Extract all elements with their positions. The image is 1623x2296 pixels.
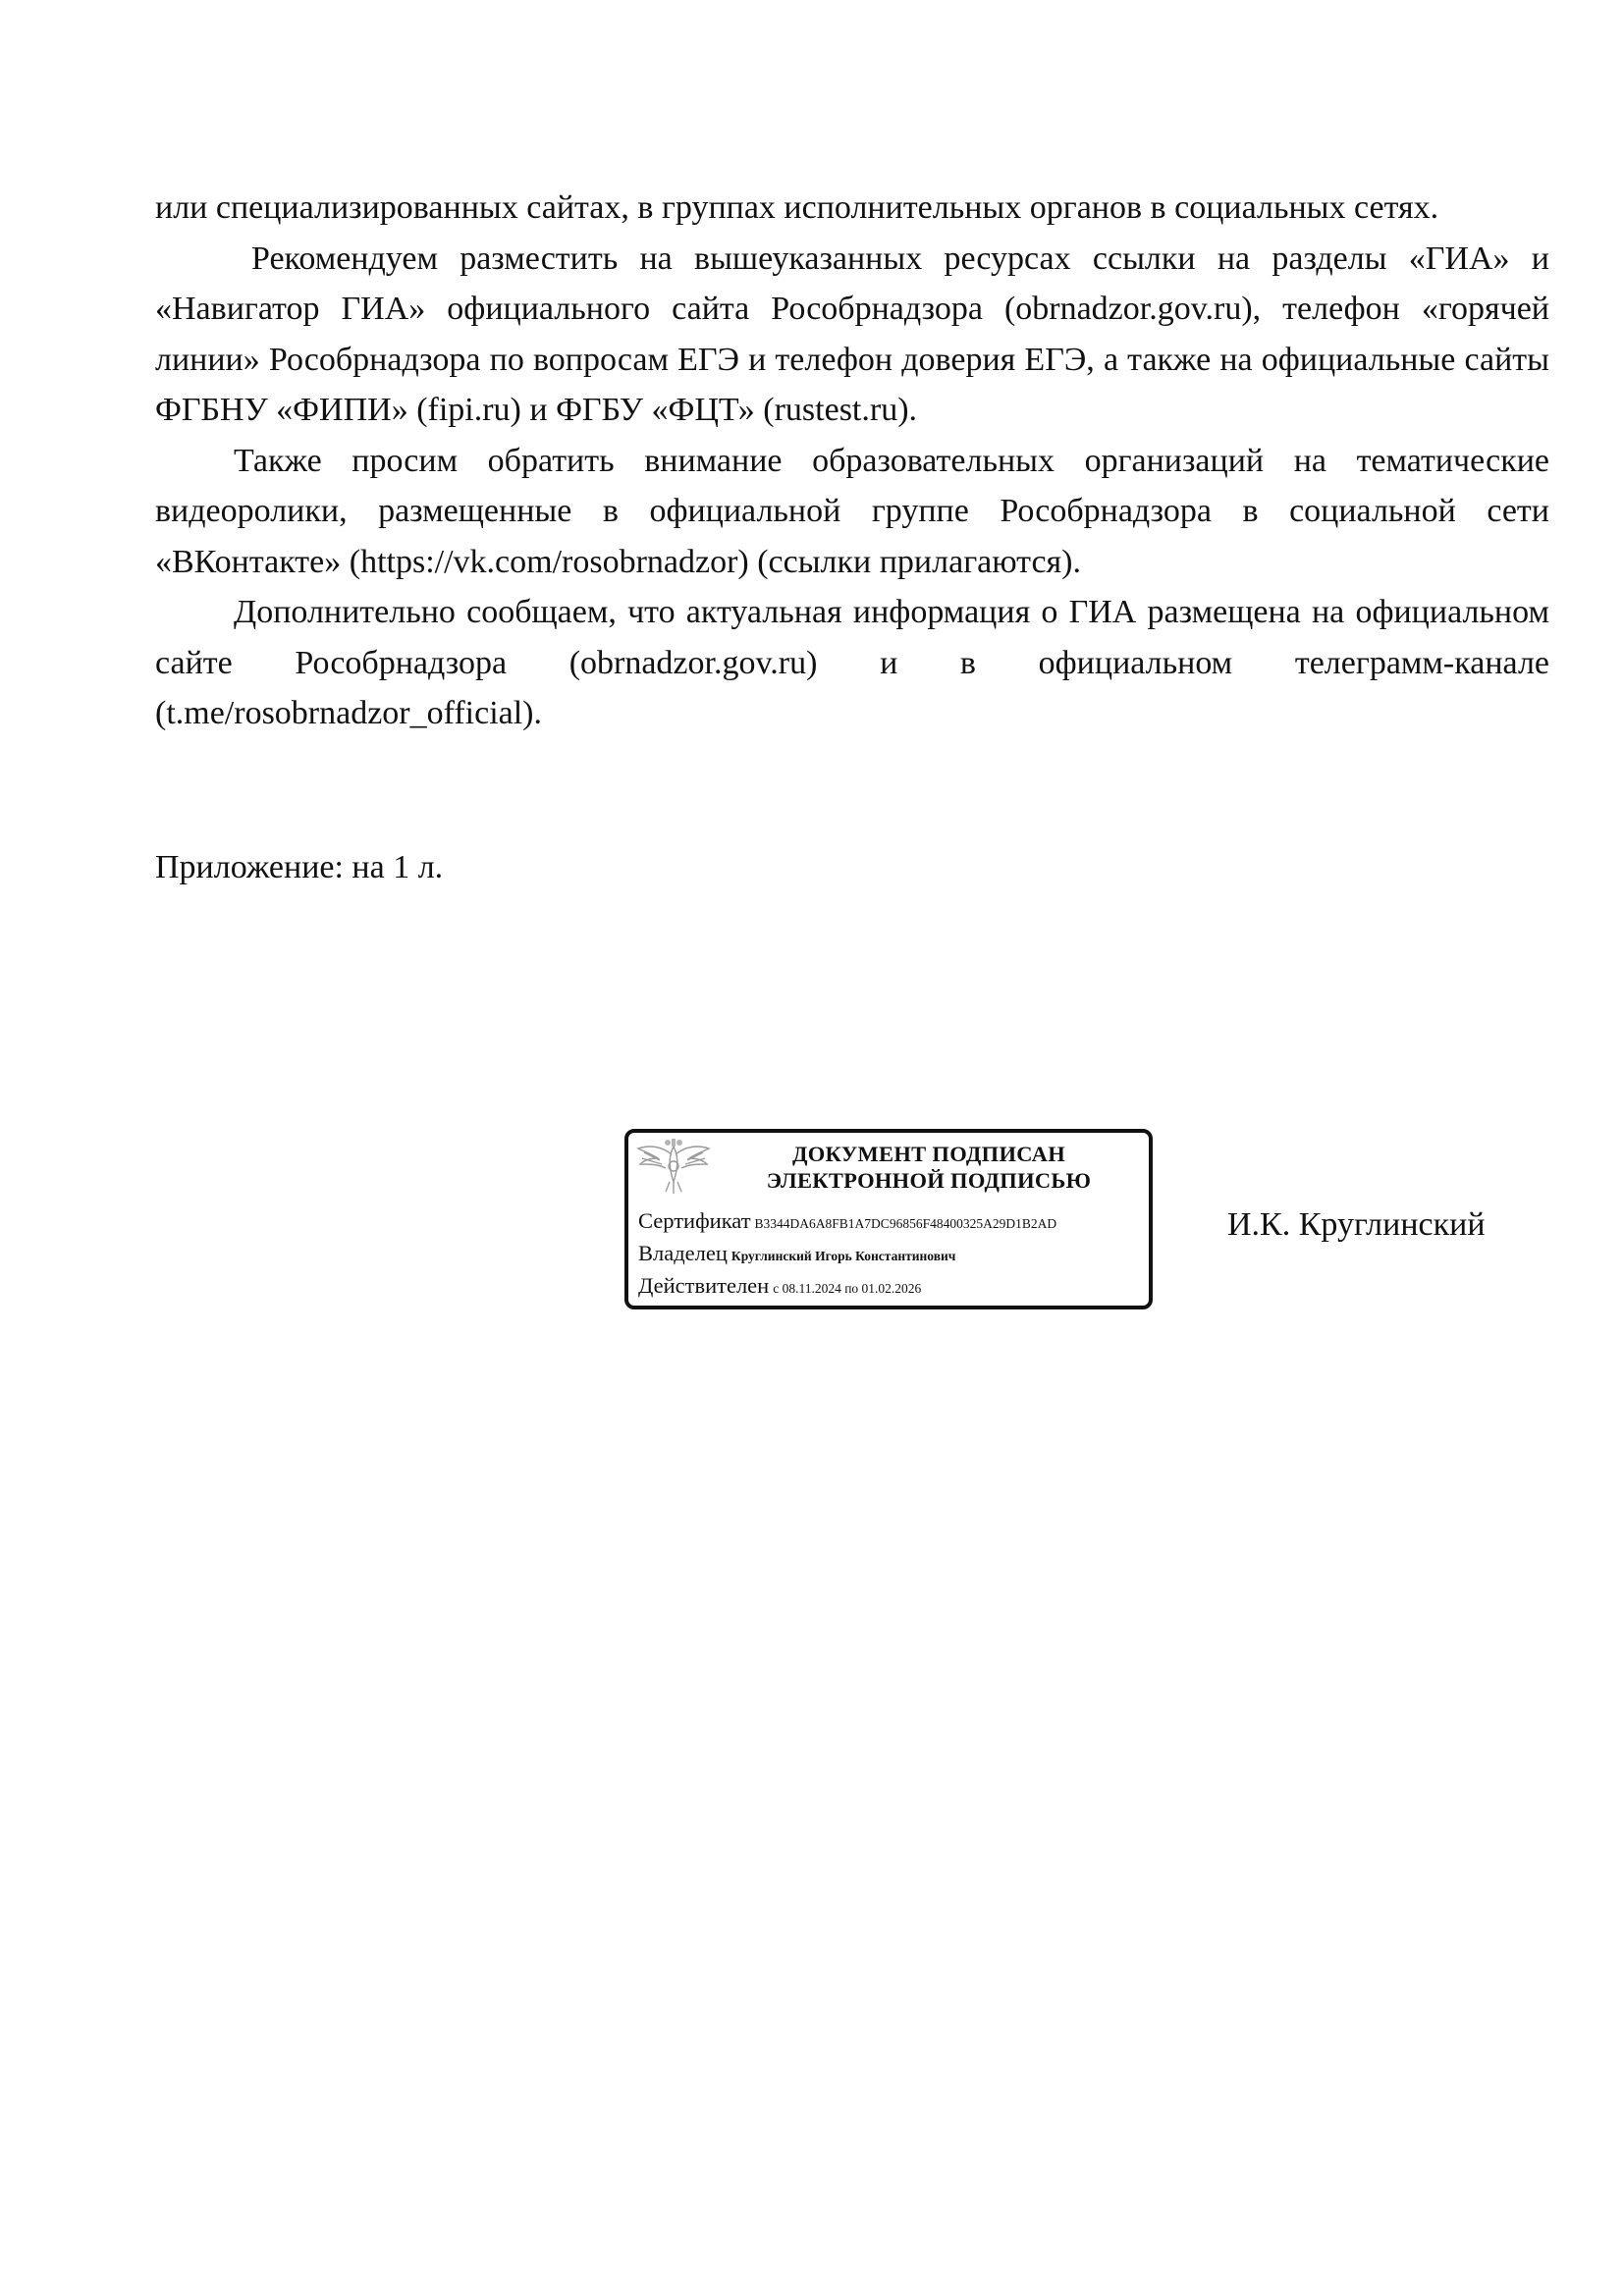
owner-label: Владелец [638,1241,728,1265]
stamp-validity-row [638,1271,1143,1304]
valid-label: Действителен [638,1273,770,1298]
owner-value: Круглинский Игорь Константинович [730,1249,956,1263]
signer-name: И.К. Круглинский [1227,1206,1486,1243]
paragraph-1: или специализированных сайтах, в группах исполнительных органов в социальных сетях. [155,189,1439,226]
paragraph-3: Также просим обратить внимание образовательных организаций на тематические видеоролики, размещенные в официальной группе Рособрнадзора в социальной сети «ВКонтакте» (https://vk.com/rosobrnadzor) (ссылки прилагаются). [155,442,1549,580]
letter-body [155,183,1549,739]
eagle-emblem-icon [632,1137,715,1198]
paragraph-2: Рекомендуем разместить на вышеуказанных ресурсах ссылки на разделы «ГИА» и «Навигатор ГИА» официального сайта Рособрнадзора (obrnadzor.gov.ru), телефон «горячей линии» Рособрнадзора по вопросам ЕГЭ и телефон доверия ЕГЭ, а также на официальные сайты ФГБНУ «ФИПИ» (fipi.ru) и ФГБУ «ФЦТ» (rustest.ru). [155,240,1549,428]
stamp-details [638,1206,1143,1304]
certificate-value: B3344DA6A8FB1A7DC96856F48400325A29D1B2AD [754,1216,1057,1231]
valid-value: с 08.11.2024 по 01.02.2026 [773,1281,922,1296]
certificate-label: Сертификат [638,1208,751,1233]
stamp-owner-row [638,1239,1143,1271]
stamp-title-line-2: ЭЛЕКТРОННОЙ ПОДПИСЬЮ [766,1168,1092,1193]
stamp-title-line-1: ДОКУМЕНТ ПОДПИСАН [791,1142,1066,1166]
paragraph-4: Дополнительно сообщаем, что актуальная информация о ГИА размещена на официальном сайте Рособрнадзора (obrnadzor.gov.ru) и в официальном телеграмм-канале (t.me/rosobrnadzor_official). [155,594,1549,731]
stamp-certificate-row [638,1206,1143,1239]
stamp-title [719,1141,1139,1194]
appendix-note: Приложение: на 1 л. [155,849,444,885]
digital-signature-stamp [624,1129,1153,1309]
